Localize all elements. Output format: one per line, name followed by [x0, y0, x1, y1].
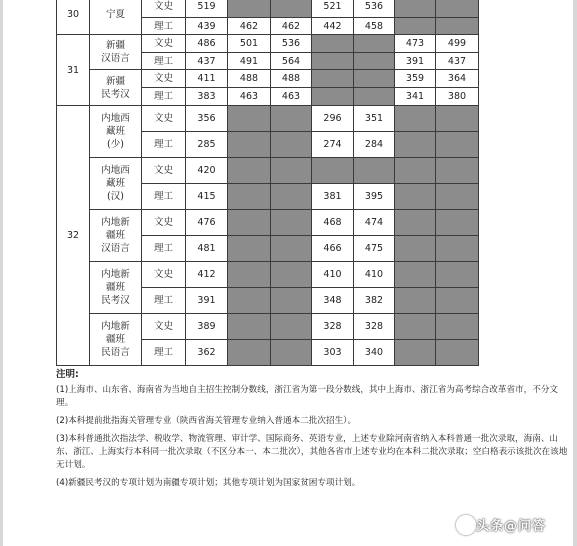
region-line: 藏班 — [105, 178, 125, 189]
blank-cell — [228, 236, 271, 262]
score-cell: 391 — [395, 53, 436, 70]
blank-cell — [436, 314, 479, 340]
blank-cell — [395, 340, 436, 366]
blank-cell — [228, 158, 271, 184]
score-cell: 437 — [436, 53, 479, 70]
score-cell: 488 — [228, 70, 271, 88]
subject-type-cell: 文史 — [142, 314, 186, 340]
blank-cell — [228, 262, 271, 288]
blank-cell — [312, 88, 354, 106]
region-line: 内地新 — [101, 321, 130, 332]
blank-cell — [271, 106, 312, 132]
table-row — [57, 314, 479, 340]
region-line: (汉) — [107, 191, 124, 202]
score-cell: 389 — [186, 314, 228, 340]
region-line: 新疆 — [105, 40, 125, 51]
blank-cell — [354, 35, 395, 53]
score-cell: 420 — [186, 158, 228, 184]
score-cell: 284 — [354, 132, 395, 158]
subject-type-cell: 文史 — [142, 0, 186, 18]
watermark: 头条@问答 — [476, 519, 547, 534]
blank-cell — [228, 0, 271, 18]
region-line: 民考汉 — [101, 295, 130, 306]
watermark-logo-icon — [456, 515, 476, 535]
left-edge — [0, 0, 3, 546]
subject-type-cell: 理工 — [142, 184, 186, 210]
blank-cell — [228, 288, 271, 314]
table-row — [57, 70, 479, 88]
subject-type-cell: 理工 — [142, 18, 186, 35]
blank-cell — [354, 70, 395, 88]
blank-cell — [436, 184, 479, 210]
blank-cell — [436, 210, 479, 236]
blank-cell — [354, 53, 395, 70]
blank-cell — [436, 132, 479, 158]
table-row — [57, 0, 479, 18]
blank-cell — [228, 132, 271, 158]
subject-type-cell: 文史 — [142, 106, 186, 132]
note-3: (3)本科普通批次指法学、税收学、物流管理、审计学、国际商务、英语专业，上述专业除河南省纳入本科普通一批次录取，海南、山东、浙江、上海实行本科同一批次录取（不区分本一、本二批次），其他各省市上述专业均在本科二批次录取；空白格表示该批次在该地无计划。 — [56, 434, 568, 470]
blank-cell — [271, 0, 312, 18]
blank-cell — [395, 18, 436, 35]
score-cell: 296 — [312, 106, 354, 132]
score-cell: 328 — [354, 314, 395, 340]
score-cell: 362 — [186, 340, 228, 366]
blank-cell — [354, 88, 395, 106]
blank-cell — [395, 236, 436, 262]
score-cell: 410 — [312, 262, 354, 288]
blank-cell — [271, 340, 312, 366]
blank-cell — [395, 314, 436, 340]
blank-cell — [312, 70, 354, 88]
notes-title: 注明: — [56, 369, 79, 380]
subject-type-cell: 文史 — [142, 262, 186, 288]
region-line: 疆班 — [105, 282, 125, 293]
score-cell: 462 — [228, 18, 271, 35]
region-line: 民考汉 — [101, 88, 130, 100]
blank-cell — [395, 0, 436, 18]
score-cell: 356 — [186, 106, 228, 132]
subject-type-cell: 理工 — [142, 288, 186, 314]
region-line: 内地西 — [101, 165, 130, 176]
blank-cell — [354, 158, 395, 184]
blank-cell — [228, 106, 271, 132]
score-cell: 473 — [395, 35, 436, 53]
score-cell: 488 — [271, 70, 312, 88]
score-cell: 359 — [395, 70, 436, 88]
score-cell: 303 — [312, 340, 354, 366]
score-cell: 458 — [354, 18, 395, 35]
score-cell: 351 — [354, 106, 395, 132]
score-cell: 536 — [271, 35, 312, 53]
score-cell: 499 — [436, 35, 479, 53]
blank-cell — [271, 184, 312, 210]
score-cell: 364 — [436, 70, 479, 88]
region-cell — [90, 35, 142, 70]
region-line: 汉语言 — [101, 243, 130, 254]
score-cell: 412 — [186, 262, 228, 288]
region-line: 疆班 — [105, 230, 125, 241]
blank-cell — [271, 262, 312, 288]
score-cell: 521 — [312, 0, 354, 18]
blank-cell — [395, 132, 436, 158]
note-1: (1)上海市、山东省、海南省为当地自主招生控制分数线，浙江省为第一段分数线，其中上海市、浙江省为高考综合改革省市，不分文理。 — [56, 385, 559, 408]
blank-cell — [436, 158, 479, 184]
region-cell — [90, 210, 142, 262]
region-line: (少) — [107, 139, 124, 150]
score-cell: 383 — [186, 88, 228, 106]
score-cell: 475 — [354, 236, 395, 262]
score-cell: 476 — [186, 210, 228, 236]
table-row — [57, 106, 479, 132]
score-cell: 481 — [186, 236, 228, 262]
score-cell: 468 — [312, 210, 354, 236]
blank-cell — [395, 210, 436, 236]
region-cell — [90, 0, 142, 35]
subject-type-cell: 理工 — [142, 340, 186, 366]
subject-type-cell: 理工 — [142, 53, 186, 70]
region-line: 内地新 — [101, 217, 130, 228]
score-cell: 466 — [312, 236, 354, 262]
table-row — [57, 262, 479, 288]
table-row — [57, 35, 479, 53]
score-cell: 463 — [271, 88, 312, 106]
subject-type-cell: 理工 — [142, 236, 186, 262]
note-4: (4)新疆民考汉的专项计划为南疆专项计划；其他专项计划为国家贫困专项计划。 — [56, 478, 361, 488]
subject-type-cell: 文史 — [142, 210, 186, 236]
blank-cell — [312, 53, 354, 70]
table-row — [57, 210, 479, 236]
blank-cell — [395, 262, 436, 288]
region-line: 民语言 — [101, 347, 130, 358]
score-cell: 536 — [354, 0, 395, 18]
score-cell: 348 — [312, 288, 354, 314]
blank-cell — [271, 314, 312, 340]
region-line: 汉语言 — [101, 53, 130, 64]
region-cell — [90, 158, 142, 210]
blank-cell — [228, 210, 271, 236]
table-row — [57, 158, 479, 184]
blank-cell — [395, 184, 436, 210]
score-cell: 519 — [186, 0, 228, 18]
subject-type-cell: 理工 — [142, 132, 186, 158]
note-2: (2)本科提前批指海关管理专业（陕西省海关管理专业纳入普通本二批次招生）。 — [56, 416, 357, 426]
blank-cell — [228, 340, 271, 366]
blank-cell — [271, 236, 312, 262]
score-cell: 501 — [228, 35, 271, 53]
subject-type-cell: 理工 — [142, 88, 186, 106]
score-cell: 415 — [186, 184, 228, 210]
blank-cell — [436, 340, 479, 366]
score-cell: 462 — [271, 18, 312, 35]
score-cell: 442 — [312, 18, 354, 35]
region-line: 宁夏 — [105, 9, 125, 20]
row-number-cell: 31 — [57, 35, 90, 106]
blank-cell — [271, 210, 312, 236]
subject-type-cell: 文史 — [142, 70, 186, 88]
score-cell: 491 — [228, 53, 271, 70]
row-number-cell: 30 — [57, 0, 90, 35]
region-cell — [90, 106, 142, 158]
blank-cell — [395, 106, 436, 132]
score-cell: 395 — [354, 184, 395, 210]
score-table — [56, 0, 479, 366]
score-cell: 437 — [186, 53, 228, 70]
score-cell: 410 — [354, 262, 395, 288]
score-cell: 328 — [312, 314, 354, 340]
region-line: 新疆 — [105, 75, 125, 87]
score-cell: 341 — [395, 88, 436, 106]
blank-cell — [436, 106, 479, 132]
score-cell: 439 — [186, 18, 228, 35]
score-table-body — [57, 0, 479, 366]
blank-cell — [271, 132, 312, 158]
blank-cell — [312, 158, 354, 184]
score-cell: 486 — [186, 35, 228, 53]
score-cell: 463 — [228, 88, 271, 106]
row-number-cell: 32 — [57, 106, 90, 366]
score-cell: 285 — [186, 132, 228, 158]
region-cell — [90, 262, 142, 314]
blank-cell — [395, 158, 436, 184]
score-cell: 564 — [271, 53, 312, 70]
blank-cell — [312, 35, 354, 53]
blank-cell — [436, 288, 479, 314]
blank-cell — [436, 236, 479, 262]
region-line: 内地西 — [101, 113, 130, 124]
blank-cell — [228, 184, 271, 210]
region-line: 疆班 — [105, 334, 125, 345]
blank-cell — [436, 262, 479, 288]
region-line: 藏班 — [105, 126, 125, 137]
blank-cell — [271, 158, 312, 184]
score-cell: 340 — [354, 340, 395, 366]
notes-section — [56, 368, 571, 495]
blank-cell — [395, 288, 436, 314]
score-cell: 382 — [354, 288, 395, 314]
score-cell: 474 — [354, 210, 395, 236]
blank-cell — [436, 0, 479, 18]
blank-cell — [228, 314, 271, 340]
region-cell — [90, 314, 142, 366]
score-cell: 411 — [186, 70, 228, 88]
blank-cell — [271, 288, 312, 314]
score-cell: 381 — [312, 184, 354, 210]
score-cell: 391 — [186, 288, 228, 314]
blank-cell — [436, 18, 479, 35]
subject-type-cell: 文史 — [142, 158, 186, 184]
right-edge — [573, 0, 577, 546]
region-line: 内地新 — [101, 269, 130, 280]
score-cell: 274 — [312, 132, 354, 158]
region-cell — [90, 70, 142, 106]
subject-type-cell: 文史 — [142, 35, 186, 53]
score-cell: 380 — [436, 88, 479, 106]
